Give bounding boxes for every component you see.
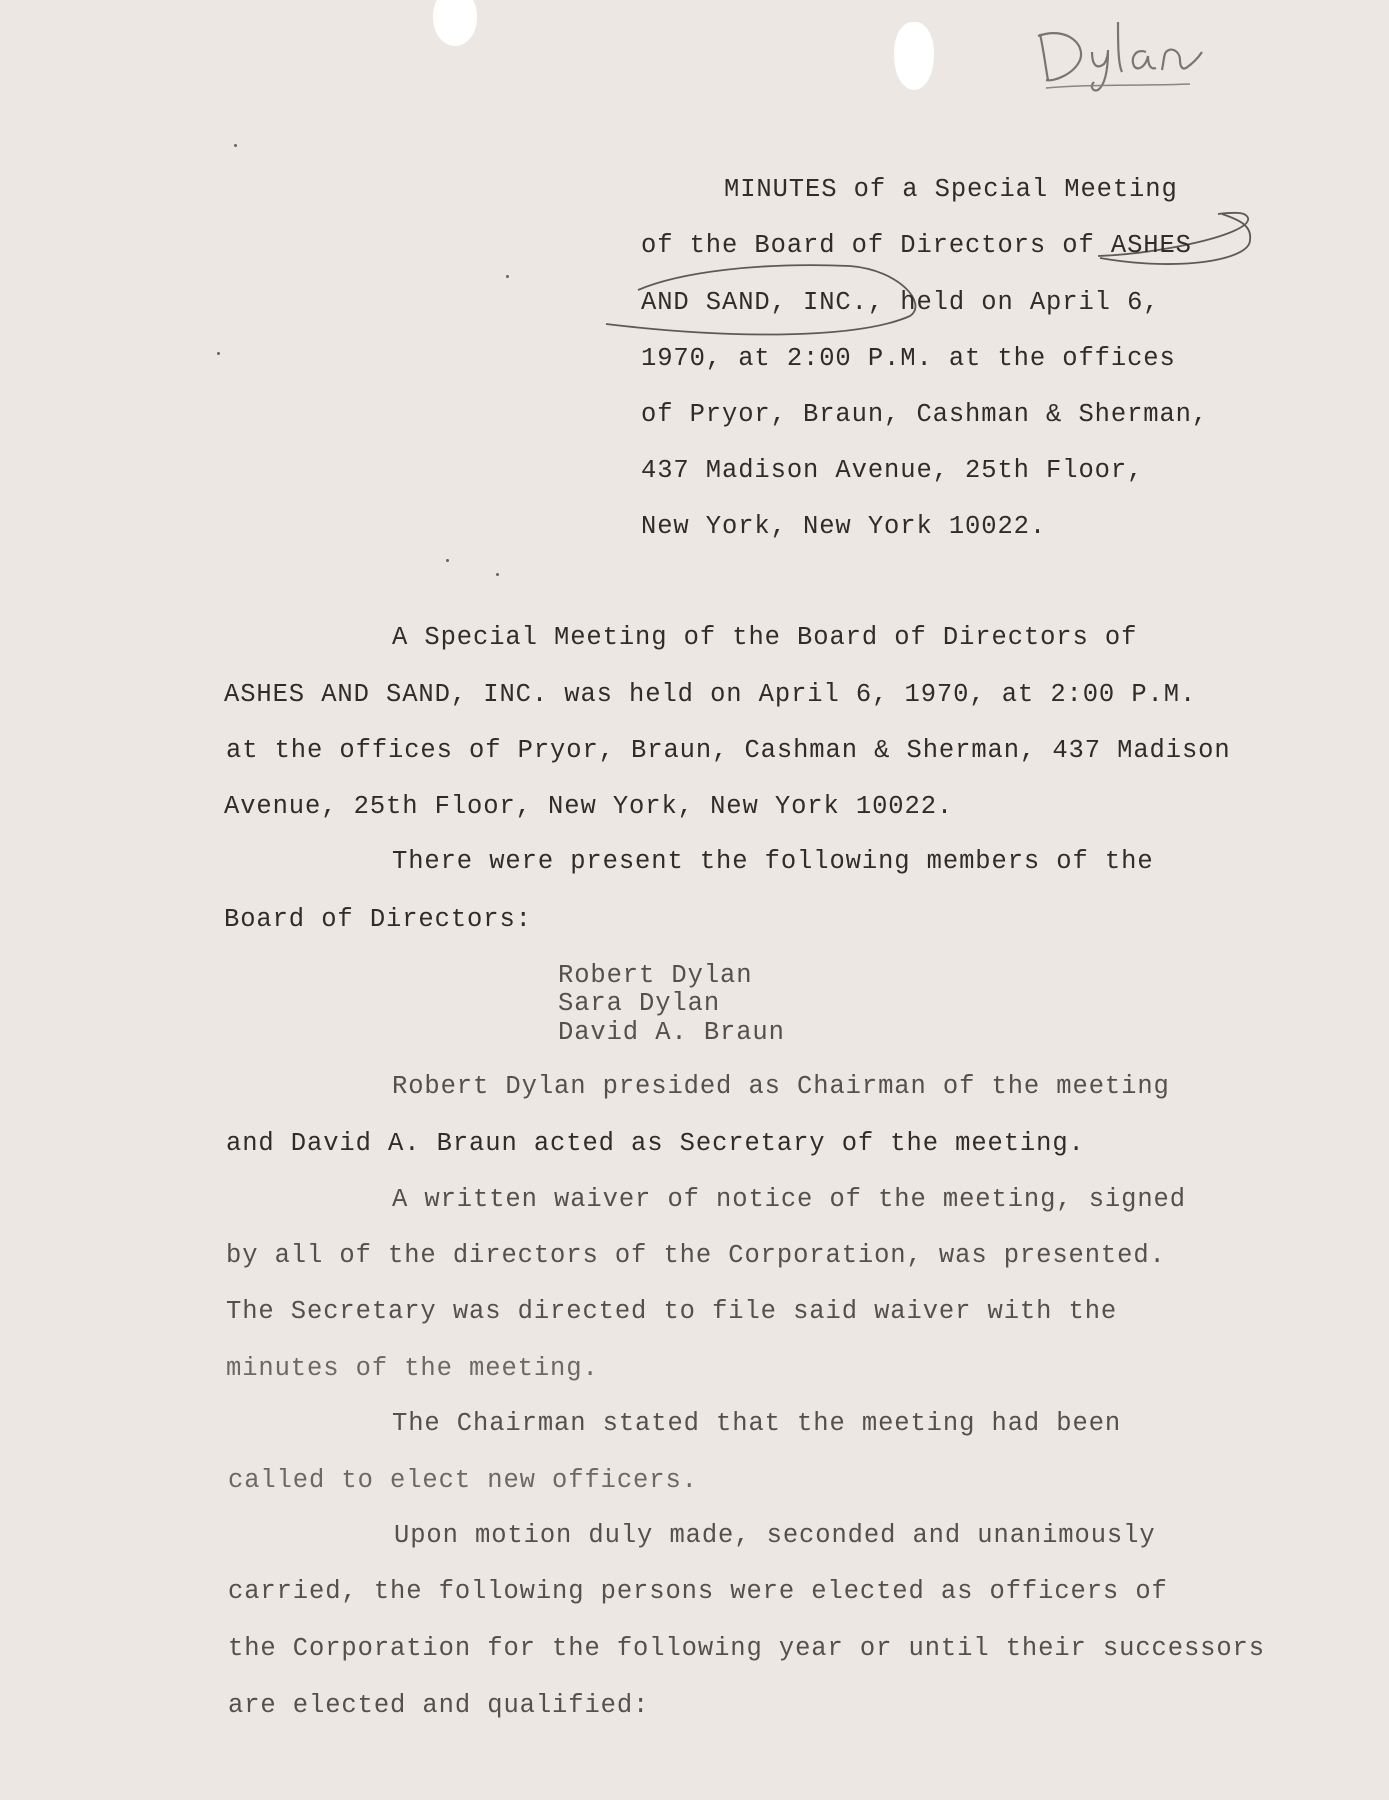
heading-line: 1970, at 2:00 P.M. at the offices: [641, 344, 1176, 373]
body-line: A written waiver of notice of the meeting, signed: [392, 1185, 1186, 1214]
heading-line: New York, New York 10022.: [641, 512, 1047, 541]
director-name: David A. Braun: [558, 1018, 785, 1047]
heading-line: of Pryor, Braun, Cashman & Sherman,: [641, 400, 1209, 429]
speck: [217, 352, 220, 355]
speck: [234, 144, 237, 147]
punch-hole-right: [894, 22, 934, 90]
body-line: There were present the following members of the: [392, 847, 1154, 876]
body-line: Board of Directors:: [224, 905, 532, 934]
speck: [496, 573, 499, 576]
body-line: ASHES AND SAND, INC. was held on April 6, 1970, at 2:00 P.M.: [224, 680, 1197, 709]
body-line: The Chairman stated that the meeting had been: [392, 1409, 1122, 1438]
speck: [506, 275, 509, 278]
heading-line: 437 Madison Avenue, 25th Floor,: [641, 456, 1144, 485]
body-line: the Corporation for the following year or until their successors: [228, 1634, 1265, 1663]
body-line: Upon motion duly made, seconded and unanimously: [394, 1521, 1156, 1550]
body-line: The Secretary was directed to file said waiver with the: [226, 1297, 1118, 1326]
heading-line: MINUTES of a Special Meeting: [724, 175, 1178, 204]
body-line: A Special Meeting of the Board of Directors of: [392, 623, 1138, 652]
body-line: Robert Dylan presided as Chairman of the meeting: [392, 1072, 1170, 1101]
body-line: carried, the following persons were elected as officers of: [228, 1577, 1168, 1606]
body-line: minutes of the meeting.: [226, 1354, 599, 1383]
director-name: Robert Dylan: [558, 961, 753, 990]
body-line: Avenue, 25th Floor, New York, New York 10022.: [224, 792, 954, 821]
body-line: at the offices of Pryor, Braun, Cashman & Sherman, 437 Madison: [226, 736, 1231, 765]
punch-hole-left: [433, 0, 477, 46]
body-line: are elected and qualified:: [228, 1691, 650, 1720]
body-line: by all of the directors of the Corporation, was presented.: [226, 1241, 1166, 1270]
speck: [446, 559, 449, 562]
body-line: called to elect new officers.: [228, 1466, 698, 1495]
heading-line: AND SAND, INC., held on April 6,: [641, 288, 1160, 317]
director-name: Sara Dylan: [558, 989, 721, 1018]
heading-line: of the Board of Directors of ASHES: [641, 231, 1192, 260]
body-line: and David A. Braun acted as Secretary of the meeting.: [226, 1129, 1085, 1158]
handwritten-name-annotation: [1030, 12, 1230, 92]
